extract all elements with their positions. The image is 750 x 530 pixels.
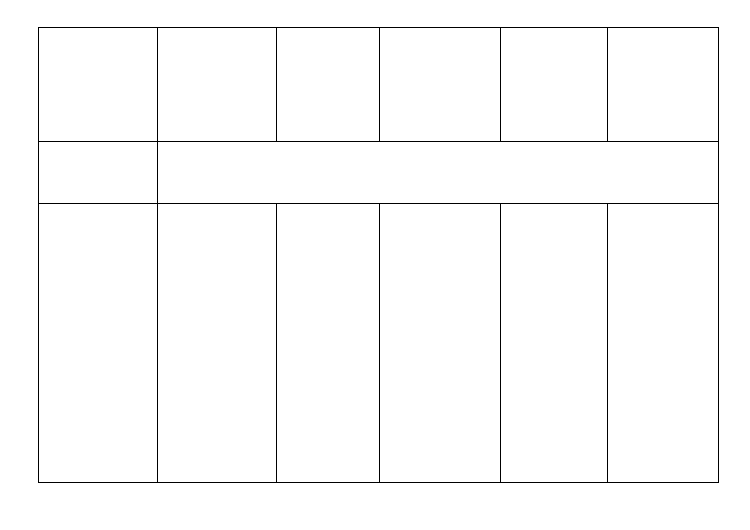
math-activity-cell (608, 28, 719, 142)
walk-day-cell (277, 204, 380, 483)
preparation-label (39, 142, 158, 204)
preparation-content (158, 142, 719, 204)
empty-cell (277, 28, 380, 142)
table-row (39, 204, 719, 483)
walk-day-cell (380, 204, 501, 483)
walk-day-cell (158, 204, 277, 483)
table-row (39, 28, 719, 142)
walk-day-cell (501, 204, 608, 483)
walk-label (39, 204, 158, 483)
plan-table (38, 27, 719, 483)
empty-cell (158, 28, 277, 142)
walk-day-cell (608, 204, 719, 483)
empty-cell (380, 28, 501, 142)
table-row (39, 142, 719, 204)
empty-cell (39, 28, 158, 142)
empty-cell (501, 28, 608, 142)
